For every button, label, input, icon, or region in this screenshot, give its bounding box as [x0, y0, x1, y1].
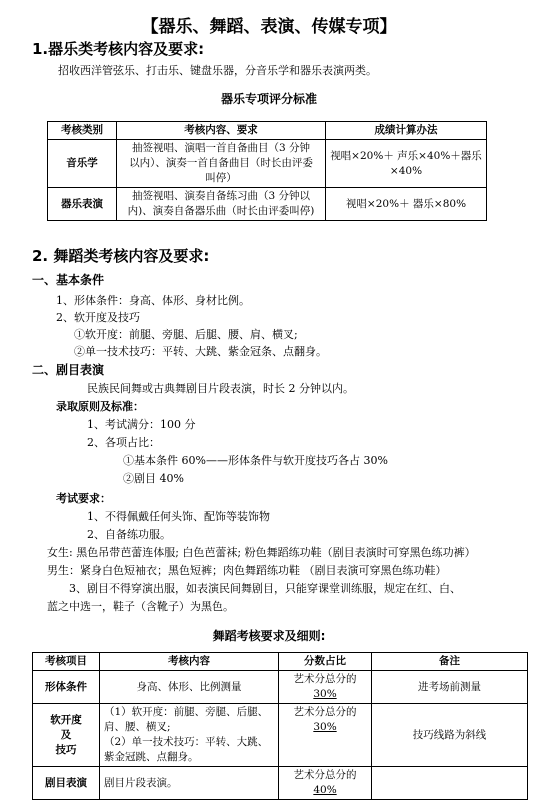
- list-item: 2、软开度及技巧: [56, 311, 140, 324]
- content-cell: [100, 767, 279, 800]
- table-header-row: [33, 653, 528, 671]
- item-cell: [33, 671, 100, 704]
- exam-requirements-heading: 考试要求：: [56, 492, 111, 505]
- item-line: 形体条件: [45, 680, 87, 693]
- table-row: [33, 704, 528, 767]
- ratio-prefix: 艺术分总分的: [293, 706, 357, 718]
- content-line: 内)、演奏自备器乐曲（时长由评委叫停): [127, 205, 315, 217]
- table-header-row: [48, 122, 487, 140]
- note-cell: 技巧线路为斜线: [372, 704, 528, 767]
- item-line: 技巧: [55, 743, 77, 756]
- content-cell: [100, 704, 279, 767]
- content-line: 叫停）: [205, 172, 237, 184]
- instrument-score-table: [47, 121, 487, 221]
- note-cell: [372, 767, 528, 800]
- ratio-value: 30%: [313, 721, 337, 733]
- instrument-table-title: 器乐专项评分标准: [220, 92, 317, 106]
- section1-intro: 招收西洋管弦乐、打击乐、键盘乐器，分音乐学和器乐表演两类。: [58, 64, 377, 77]
- content-cell: [100, 671, 279, 704]
- dance-table-title: 舞蹈考核要求及细则:: [212, 629, 326, 643]
- list-item: 女生: 黑色吊带芭蕾连体服; 白色芭蕾袜; 粉色舞蹈练功鞋（剧目表演时可穿黑色练功裤）: [47, 546, 476, 559]
- page-title: 【器乐、舞蹈、表演、传媒专项】: [141, 17, 397, 37]
- content-line: （2）单一技术技巧：平转、大跳、: [104, 736, 269, 748]
- list-item: ②剧目 40%: [123, 472, 184, 485]
- list-item: 男生：紧身白色短袖衣；黑色短裤；肉色舞蹈练功鞋 （剧目表演可穿黑色练功鞋）: [47, 564, 447, 577]
- table-row: [48, 140, 487, 188]
- repertoire-heading: 二、剧目表演: [32, 363, 105, 377]
- list-item: 2、各项占比：: [87, 436, 160, 449]
- calc-line: 视唱×20%＋ 声乐×40%＋器乐: [330, 149, 482, 162]
- content-line: 肩、腰、横叉;: [104, 721, 171, 733]
- calc-line: ×40%: [389, 164, 423, 177]
- ratio-prefix: 艺术分总分的: [293, 673, 357, 685]
- list-item: 1、形体条件：身高、体形、身材比例。: [56, 294, 250, 307]
- content-line: 抽签视唱、演唱一首自备曲目（3 分钟: [131, 142, 311, 154]
- section2-heading: 2. 舞蹈类考核内容及要求:: [32, 247, 210, 265]
- content-line: 紫金冠跳、点翻身。: [104, 751, 199, 763]
- ratio-cell: [279, 704, 372, 767]
- content-cell: [117, 140, 326, 188]
- content-line: （1）软开度：前腿、旁腿、后腿、: [104, 706, 269, 718]
- ratio-prefix: 艺术分总分的: [293, 769, 357, 781]
- table-header-cell: 成绩计算办法: [326, 122, 487, 140]
- table-header-cell: 考核项目: [33, 653, 100, 671]
- table-row: [33, 767, 528, 800]
- content-line: 以内）、演奏一首自备曲目（时长由评委: [129, 157, 313, 169]
- content-cell: [117, 188, 326, 221]
- item-line: 及: [60, 728, 72, 741]
- content-line: 剧目片段表演。: [104, 776, 178, 789]
- list-item: 1、考试满分：100 分: [87, 418, 196, 431]
- table-row: [33, 671, 528, 704]
- basic-conditions-heading: 一、基本条件: [32, 273, 105, 287]
- table-header-cell: 考核内容: [100, 653, 279, 671]
- calc-cell: [326, 140, 487, 188]
- ratio-cell: [279, 671, 372, 704]
- category-cell: 音乐学: [48, 140, 117, 188]
- ratio-cell: [279, 767, 372, 800]
- table-header-cell: 考核类别: [48, 122, 117, 140]
- table-header-cell: 备注: [372, 653, 528, 671]
- item-line: 剧目表演: [45, 776, 87, 789]
- item-cell: [33, 704, 100, 767]
- table-header-cell: 考核内容、要求: [117, 122, 326, 140]
- content-line: 抽签视唱、演奏自备练习曲（3 分钟以: [131, 190, 311, 202]
- list-item: ②单一技术技巧：平转、大跳、紫金冠条、点翻身。: [74, 345, 327, 358]
- category-cell: 器乐表演: [48, 188, 117, 221]
- list-item: ①软开度：前腿、旁腿、后腿、腰、肩、横叉;: [74, 328, 298, 341]
- admission-principle-heading: 录取原则及标准：: [56, 400, 144, 413]
- table-row: [48, 188, 487, 221]
- item-line: 软开度: [50, 713, 82, 726]
- dance-assessment-table: [32, 652, 528, 800]
- list-item: 3、剧目不得穿演出服，如表演民间舞剧目，只能穿课堂训练服，规定在红、白、: [69, 582, 461, 595]
- list-item: 2、自备练功服。: [87, 528, 171, 541]
- ratio-value: 40%: [313, 784, 337, 796]
- list-item: ①基本条件 60%——形体条件与软开度技巧各占 30%: [123, 454, 388, 467]
- item-cell: [33, 767, 100, 800]
- section1-heading: 1.器乐类考核内容及要求:: [32, 40, 205, 58]
- table-header-cell: 分数占比: [279, 653, 372, 671]
- calc-cell: [326, 188, 487, 221]
- list-item: 1、不得佩戴任何头饰、配饰等装饰物: [87, 510, 270, 523]
- list-item: 蓝之中选一，鞋子（含靴子）为黑色。: [47, 600, 234, 613]
- note-cell: 进考场前测量: [372, 671, 528, 704]
- ratio-value: 30%: [313, 688, 337, 700]
- calc-line: 视唱×20%＋ 器乐×80%: [345, 197, 467, 210]
- content-line: 身高、体形、比例测量: [136, 680, 242, 693]
- repertoire-text: 民族民间舞或古典舞剧目片段表演，时长 2 分钟以内。: [87, 382, 354, 395]
